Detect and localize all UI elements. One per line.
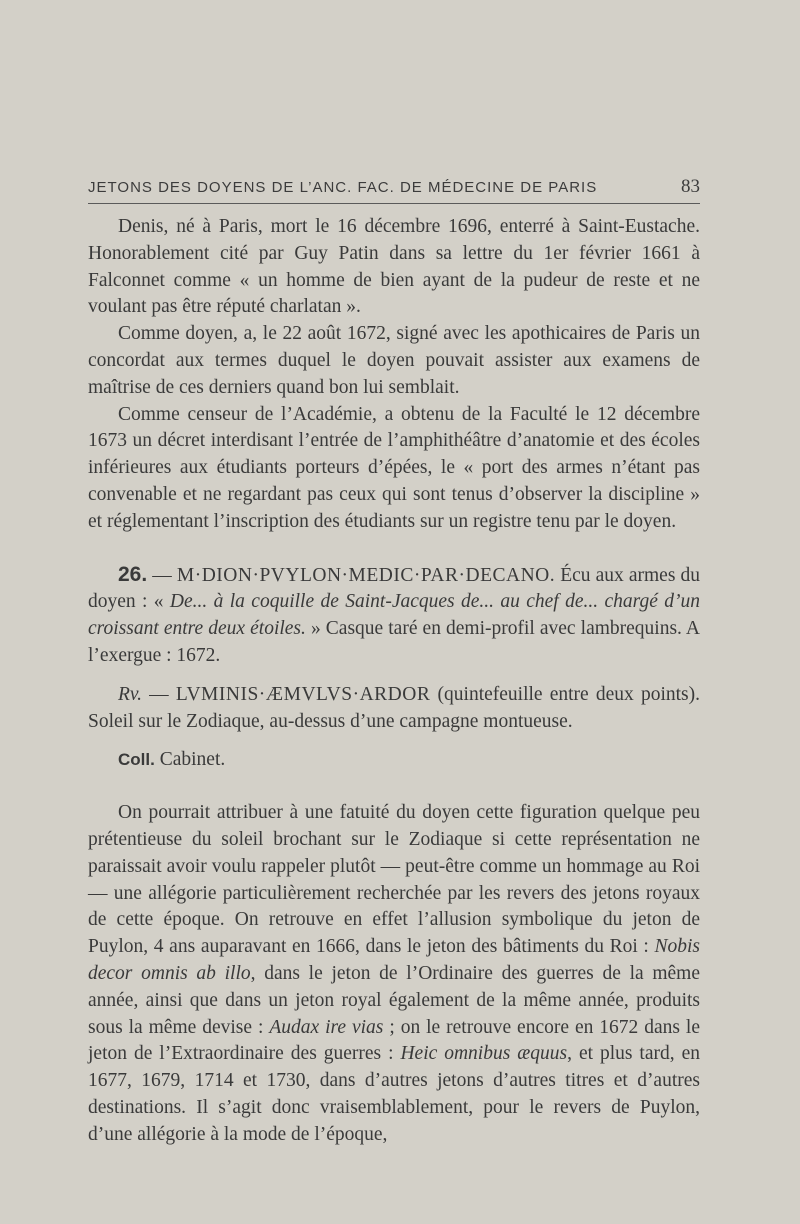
obverse-blazon: De... à la coquille de Saint-Jacques de... au chef de... chargé d’un croissant entre deux étoiles. xyxy=(88,591,700,640)
reverse-desc: (quintefeuille entre deux points). Soleil sur le Zodiaque, au-dessus d’une campagne montueuse. xyxy=(88,683,700,732)
commentary-text-3: ; on le retrouve encore en 1672 dans le jeton de l’Extraordinaire des guerres : xyxy=(88,1016,700,1065)
entry-obverse xyxy=(88,562,700,670)
running-header xyxy=(88,176,700,198)
paragraph-concordat: Comme doyen, a, le 22 août 1672, signé avec les apothicaires de Paris un concordat aux termes duquel le doyen pouvait assister aux examens de maîtrise de ces derniers quand bon lui semblait. xyxy=(88,323,700,398)
entry-reverse xyxy=(88,682,700,736)
spacer xyxy=(88,735,700,747)
obverse-desc-start: Écu aux armes du doyen : « xyxy=(88,564,701,613)
running-title: JETONS DES DOYENS DE L’ANC. FAC. DE MÉDECINE DE PARIS xyxy=(88,179,598,196)
paragraph-commentary xyxy=(88,800,700,1148)
spacer xyxy=(88,670,700,682)
spacer xyxy=(88,774,700,800)
motto-audax: Audax ire vias xyxy=(269,1016,384,1038)
entry-collection xyxy=(88,747,700,774)
reverse-label: Rv. xyxy=(118,683,142,705)
obverse-legend: M·DION·PVYLON·MEDIC·PAR·DECANO. xyxy=(176,564,556,586)
reverse-dash: — xyxy=(149,683,169,705)
reverse-legend: LVMINIS·ÆMVLVS·ARDOR xyxy=(175,683,431,705)
paragraph-biography: Denis, né à Paris, mort le 16 décembre 1696, enterré à Saint-Eustache. Honorablement cité par Guy Patin dans sa lettre du 1er février 1661 à Falconnet comme « un homme de bien ayant de la pudeur de reste et ne voulant pas être réputé charlatan ». xyxy=(88,216,700,318)
obverse-desc-end: » Casque taré en demi-profil avec lambrequins. A l’exergue : 1672. xyxy=(88,618,700,666)
entry-number: 26. xyxy=(118,562,148,586)
commentary-text-4: , et plus tard, en 1677, 1679, 1714 et 1730, dans d’autres jetons d’autres titres et d’autres destinations. Il s’agit donc vraisemblablement, pour le revers de Puylon, d’une allégorie à la mode de l’époque, xyxy=(88,1043,700,1145)
header-rule xyxy=(88,203,700,204)
collection-label: Coll. xyxy=(118,750,155,770)
entry-dash: — xyxy=(152,564,172,586)
page-body xyxy=(88,214,700,1149)
commentary-text-2: , dans le jeton de l’Ordinaire des guerres de la même année, ainsi que dans un jeton royal également de la même année, produits sous la même devise : xyxy=(88,962,700,1038)
spacer xyxy=(88,536,700,562)
paragraph-censor: Comme censeur de l’Académie, a obtenu de la Faculté le 12 décembre 1673 un décret interdisant l’entrée de l’amphithéâtre d’anatomie et des écoles inférieures aux étudiants porteurs d’épées, le « port des armes n’étant pas convenable et ne regardant pas ceux qui sont tenus d’observer la discipline » et réglementant l’inscription des étudiants sur un registre tenu par le doyen. xyxy=(88,403,700,532)
motto-nobis-decor: Nobis decor omnis ab illo xyxy=(88,936,700,984)
page-number: 83 xyxy=(681,176,700,197)
motto-heic-omnibus: Heic omnibus æquus xyxy=(400,1043,568,1065)
commentary-text-1: On pourrait attribuer à une fatuité du doyen cette figuration quelque peu prétentieuse du soleil brochant sur le Zodiaque si cette représentation ne paraissait avoir voulu rappeler plutôt — peut-être comme un hommage au Roi — une allégorie particulièrement recherchée par les revers des jetons royaux de cette époque. On retrouve en effet l’allusion symbolique du jeton de Puylon, 4 ans auparavant en 1666, dans le jeton des bâtiments du Roi : xyxy=(88,802,700,958)
collection-value: Cabinet. xyxy=(154,749,226,771)
